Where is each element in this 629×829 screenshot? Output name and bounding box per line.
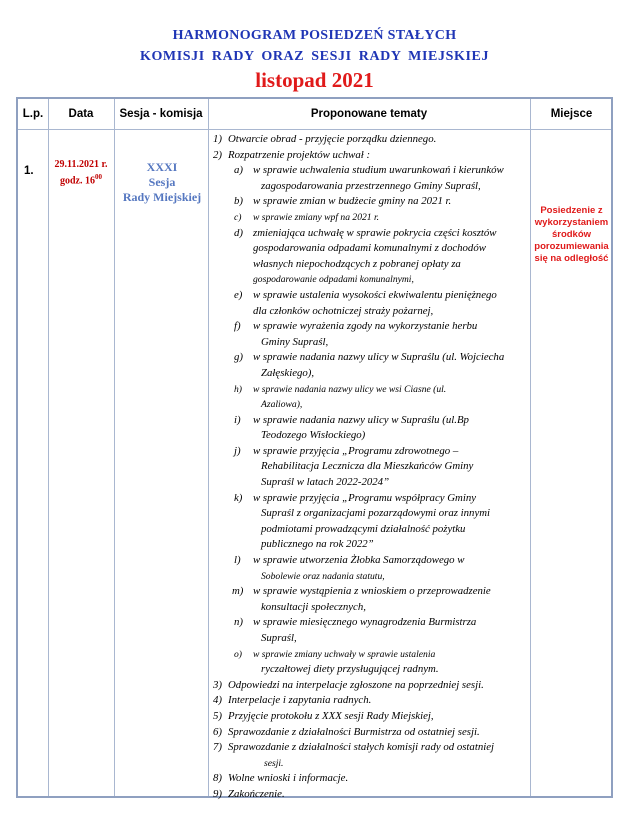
agenda-topics [208,132,528,803]
agenda-text: Sprawozdanie z działalności Burmistrza od ostatniej sesji. [228,725,480,738]
col-header-lp: L.p. [22,108,44,120]
agenda-key: 3) [213,678,222,691]
resolution-key: d) [234,226,243,239]
resolution-d-cont [208,257,528,273]
resolution-key: l) [234,554,241,567]
resolution-n-cont [208,631,528,647]
agenda-key: 9) [213,787,222,800]
resolution-text: gospodarowanie odpadami komunalnymi, [253,274,414,286]
resolution-n [208,615,528,631]
resolution-text: Supraśl z organizacjami pozarządowymi oraz innymi [261,507,491,520]
resolution-text: w sprawie nadania nazwy ulicy we wsi Ciasne (ul. [253,383,447,395]
agenda-text: Przyjęcie protokołu z XXX sesji Rady Miejskiej, [228,709,434,722]
resolution-text: własnych niepochodzących z pobranej opłaty za [253,257,461,270]
resolution-text: w sprawie wystąpienia z wnioskiem o przeprowadzenie [253,585,491,598]
row-number: 1. [24,165,34,177]
resolution-e [208,288,528,304]
session-name [114,160,210,205]
header-divider [18,129,611,130]
resolution-key: g) [234,351,243,364]
resolution-k-cont [208,522,528,538]
col-divider [530,99,531,796]
resolution-o [208,647,528,663]
resolution-text: w sprawie nadania nazwy ulicy w Supraślu (ul. Wojciecha [253,351,505,364]
resolution-text: zagospodarowania przestrzennego Gminy Supraśl, [261,179,481,192]
resolution-text: Supraśl, [261,632,297,644]
agenda-item-4 [208,693,528,709]
resolution-m [208,584,528,600]
resolution-g-cont [208,366,528,382]
resolution-key: e) [234,288,243,301]
resolution-text: w sprawie uchwalenia studium uwarunkowań i kierunków [253,164,504,177]
resolution-key: h) [234,383,242,395]
session-time-minutes: 00 [95,173,102,181]
resolution-key: o) [234,648,242,660]
resolution-d [208,226,528,242]
schedule-table [16,97,613,798]
col-header-place: Miejsce [550,108,593,120]
meeting-place-line: Posiedzenie z [540,205,603,216]
resolution-text: zmieniająca uchwałę w sprawie pokrycia części kosztów [253,226,497,239]
resolution-key: m) [232,585,244,598]
meeting-place-line: środków [551,229,592,240]
agenda-item-9 [208,787,528,803]
resolution-j-cont [208,475,528,491]
resolution-text: Supraśl w latach 2022-2024” [261,476,390,489]
resolution-h-cont [208,397,528,413]
resolution-l-cont [208,569,528,585]
agenda-item-5 [208,709,528,725]
agenda-key: 1) [213,133,222,145]
session-time [48,171,114,187]
col-header-topics: Proponowane tematy [310,108,428,120]
resolution-key: n) [234,616,243,629]
meeting-place-line: się na odległość [534,253,609,264]
resolution-text: w sprawie utworzenia Żłobka Samorządowego w [253,554,465,567]
resolution-key: b) [234,195,243,208]
agenda-key: 5) [213,709,222,722]
resolution-text: w sprawie ustalenia wysokości ekwiwalentu pieniężnego [253,288,497,301]
resolution-key: j) [234,444,241,457]
col-header-date: Data [68,108,94,120]
resolution-m-cont [208,600,528,616]
resolution-k-cont [208,537,528,553]
resolution-text: w sprawie zmiany wpf na 2021 r. [253,211,380,223]
resolution-l [208,553,528,569]
agenda-key: 4) [213,694,222,707]
resolution-g [208,350,528,366]
resolution-text: ryczałtowej diety przysługującej radnym. [261,663,439,676]
agenda-text: Odpowiedzi na interpelacje zgłoszone na poprzedniej sesji. [228,678,484,691]
col-header-sesja: Sesja - komisja [119,108,203,120]
resolution-text: w sprawie przyjęcia „Programu współpracy Gminy [253,491,477,504]
resolution-text: w sprawie przyjęcia „Programu zdrowotnego – [253,444,459,457]
agenda-text: Rozpatrzenie projektów uchwał : [228,148,371,161]
resolution-c [208,210,528,226]
resolution-text: Rehabilitacja Lecznicza dla Mieszkańców Gminy [261,460,474,473]
agenda-key: 2) [213,148,222,161]
resolution-a-cont [208,179,528,195]
resolution-text: publicznego na rok 2022” [261,538,374,551]
resolution-a [208,163,528,179]
agenda-item-7-cont [208,756,528,772]
session-number: XXXI [146,160,178,174]
session-date-day: 29.11.2021 r. [54,159,108,170]
resolution-key: f) [234,320,241,333]
resolution-k [208,491,528,507]
resolution-d-cont [208,272,528,288]
resolution-text: Załęskiego), [261,366,315,379]
resolution-b [208,194,528,210]
resolution-f-cont [208,335,528,351]
meeting-place [530,205,613,265]
agenda-key: 8) [213,772,222,785]
agenda-text: Interpelacje i zapytania radnych. [228,694,372,707]
resolution-text: w sprawie miesięcznego wynagrodzenia Burmistrza [253,616,477,629]
agenda-key: 7) [213,741,222,754]
resolution-i [208,413,528,429]
resolution-text: w sprawie nadania nazwy ulicy w Supraślu (ul.Bp [253,413,469,426]
resolution-key: i) [234,413,241,426]
agenda-text: Sprawozdanie z działalności stałych komisji rady od ostatniej [228,741,495,754]
agenda-item-7 [208,740,528,756]
meeting-place-line: wykorzystaniem [534,217,609,228]
agenda-text: Otwarcie obrad - przyjęcie porządku dziennego. [228,133,437,145]
resolution-text: w sprawie wyrażenia zgody na wykorzystanie herbu [253,320,478,333]
resolution-o-cont [208,662,528,678]
resolution-text: Azaliowa), [261,399,303,411]
resolution-text: w sprawie zmian w budżecie gminy na 2021 r. [253,195,452,208]
resolution-f [208,319,528,335]
resolution-d-cont [208,241,528,257]
session-council: Rady Miejskiej [122,190,202,204]
agenda-text: sesji. [264,757,284,769]
col-divider [48,99,49,796]
resolution-text: gospodarowania odpadami komunalnymi z dochodów [253,242,486,255]
agenda-item-8 [208,771,528,787]
resolution-e-cont [208,304,528,320]
resolution-text: konsultacji społecznych, [261,600,366,613]
agenda-item-1 [208,132,528,148]
doc-month-title: listopad 2021 [255,68,374,92]
doc-title-line2: KOMISJI RADY ORAZ SESJI RADY MIEJSKIEJ [139,49,490,64]
agenda-text: Zakończenie. [228,787,285,800]
resolution-text: Gminy Supraśl, [261,335,329,348]
resolution-key: c) [234,211,242,223]
resolution-key: k) [234,491,243,504]
agenda-item-2 [208,148,528,164]
resolution-h [208,382,528,398]
resolution-text: Sobolewie oraz nadania statutu, [261,570,385,582]
agenda-key: 6) [213,725,222,738]
resolution-text: podmiotami prowadzącymi działalność pożytku [261,522,466,535]
agenda-text: Wolne wnioski i informacje. [228,772,349,785]
resolution-text: Teodozego Wisłockiego) [261,429,366,442]
resolution-text: dla członków ochotniczej straży pożarnej, [253,304,434,317]
doc-title-line1: HARMONOGRAM POSIEDZEŃ STAŁYCH [172,28,457,43]
agenda-item-6 [208,725,528,741]
session-date [48,159,114,187]
session-type: Sesja [148,175,176,189]
resolution-j-cont [208,459,528,475]
resolution-text: w sprawie zmiany uchwały w sprawie ustalenia [253,648,436,660]
resolution-j [208,444,528,460]
resolution-i-cont [208,428,528,444]
resolution-key: a) [234,164,243,177]
session-time-hour: godz. 16 [60,175,95,187]
resolution-k-cont [208,506,528,522]
agenda-item-3 [208,678,528,694]
meeting-place-line: porozumiewania [534,241,609,252]
